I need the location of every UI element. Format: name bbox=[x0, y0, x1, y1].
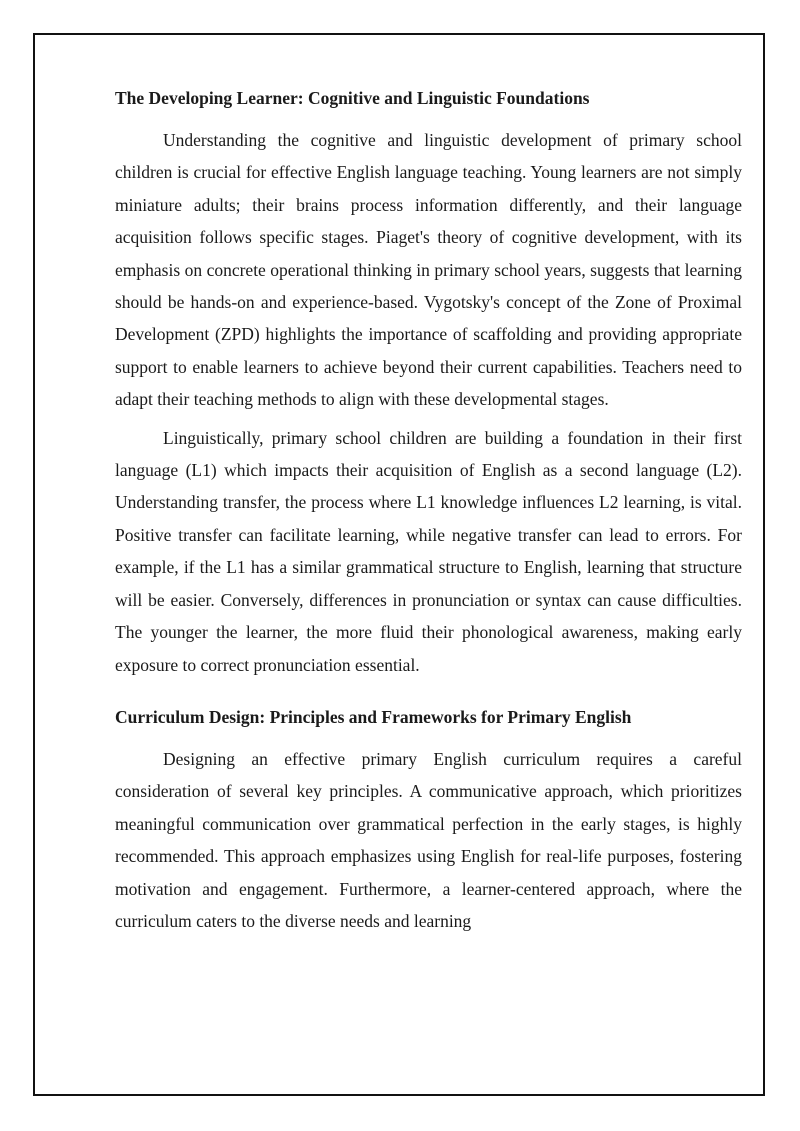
section-heading-curriculum-design: Curriculum Design: Principles and Frameworks for Primary English bbox=[115, 706, 632, 727]
section-heading-developing-learner: The Developing Learner: Cognitive and Linguistic Foundations bbox=[115, 88, 590, 108]
document-body bbox=[115, 86, 742, 937]
paragraph-cognitive-development: Understanding the cognitive and linguistic development of primary school children is crucial for effective English language teaching. Young learners are not simply miniature adults; their brains process information differently, and their language acquisition follows specific stages. Piaget's theory of cognitive development, with its emphasis on concrete operational thinking in primary school years, suggests that learning should be hands-on and experience-based. Vygotsky's concept of the Zone of Proximal Development (ZPD) highlights the importance of scaffolding and providing appropriate support to enable learners to achieve beyond their current capabilities. Teachers need to adapt their teaching methods to align with these developmental stages. bbox=[115, 130, 742, 410]
paragraph-linguistic-development: Linguistically, primary school children are building a foundation in their first language (L1) which impacts their acquisition of English as a second language (L2). Understanding transfer, the process where L1 knowledge influences L2 learning, is vital. Positive transfer can facilitate learning, while negative transfer can lead to errors. For example, if the L1 has a similar grammatical structure to English, learning that structure will be easier. Conversely, differences in pronunciation or syntax can cause difficulties. The younger the learner, the more fluid their phonological awareness, making early exposure to correct pronunciation essential. bbox=[115, 427, 742, 675]
paragraph-curriculum-principles: Designing an effective primary English curriculum requires a careful consideration of several key principles. A communicative approach, which prioritizes meaningful communication over grammatical perfection in the early stages, is highly recommended. This approach emphasizes using English for real-life purposes, fostering motivation and engagement. Furthermore, a learner-centered approach, where the curriculum caters to the diverse needs and learning bbox=[115, 748, 742, 931]
